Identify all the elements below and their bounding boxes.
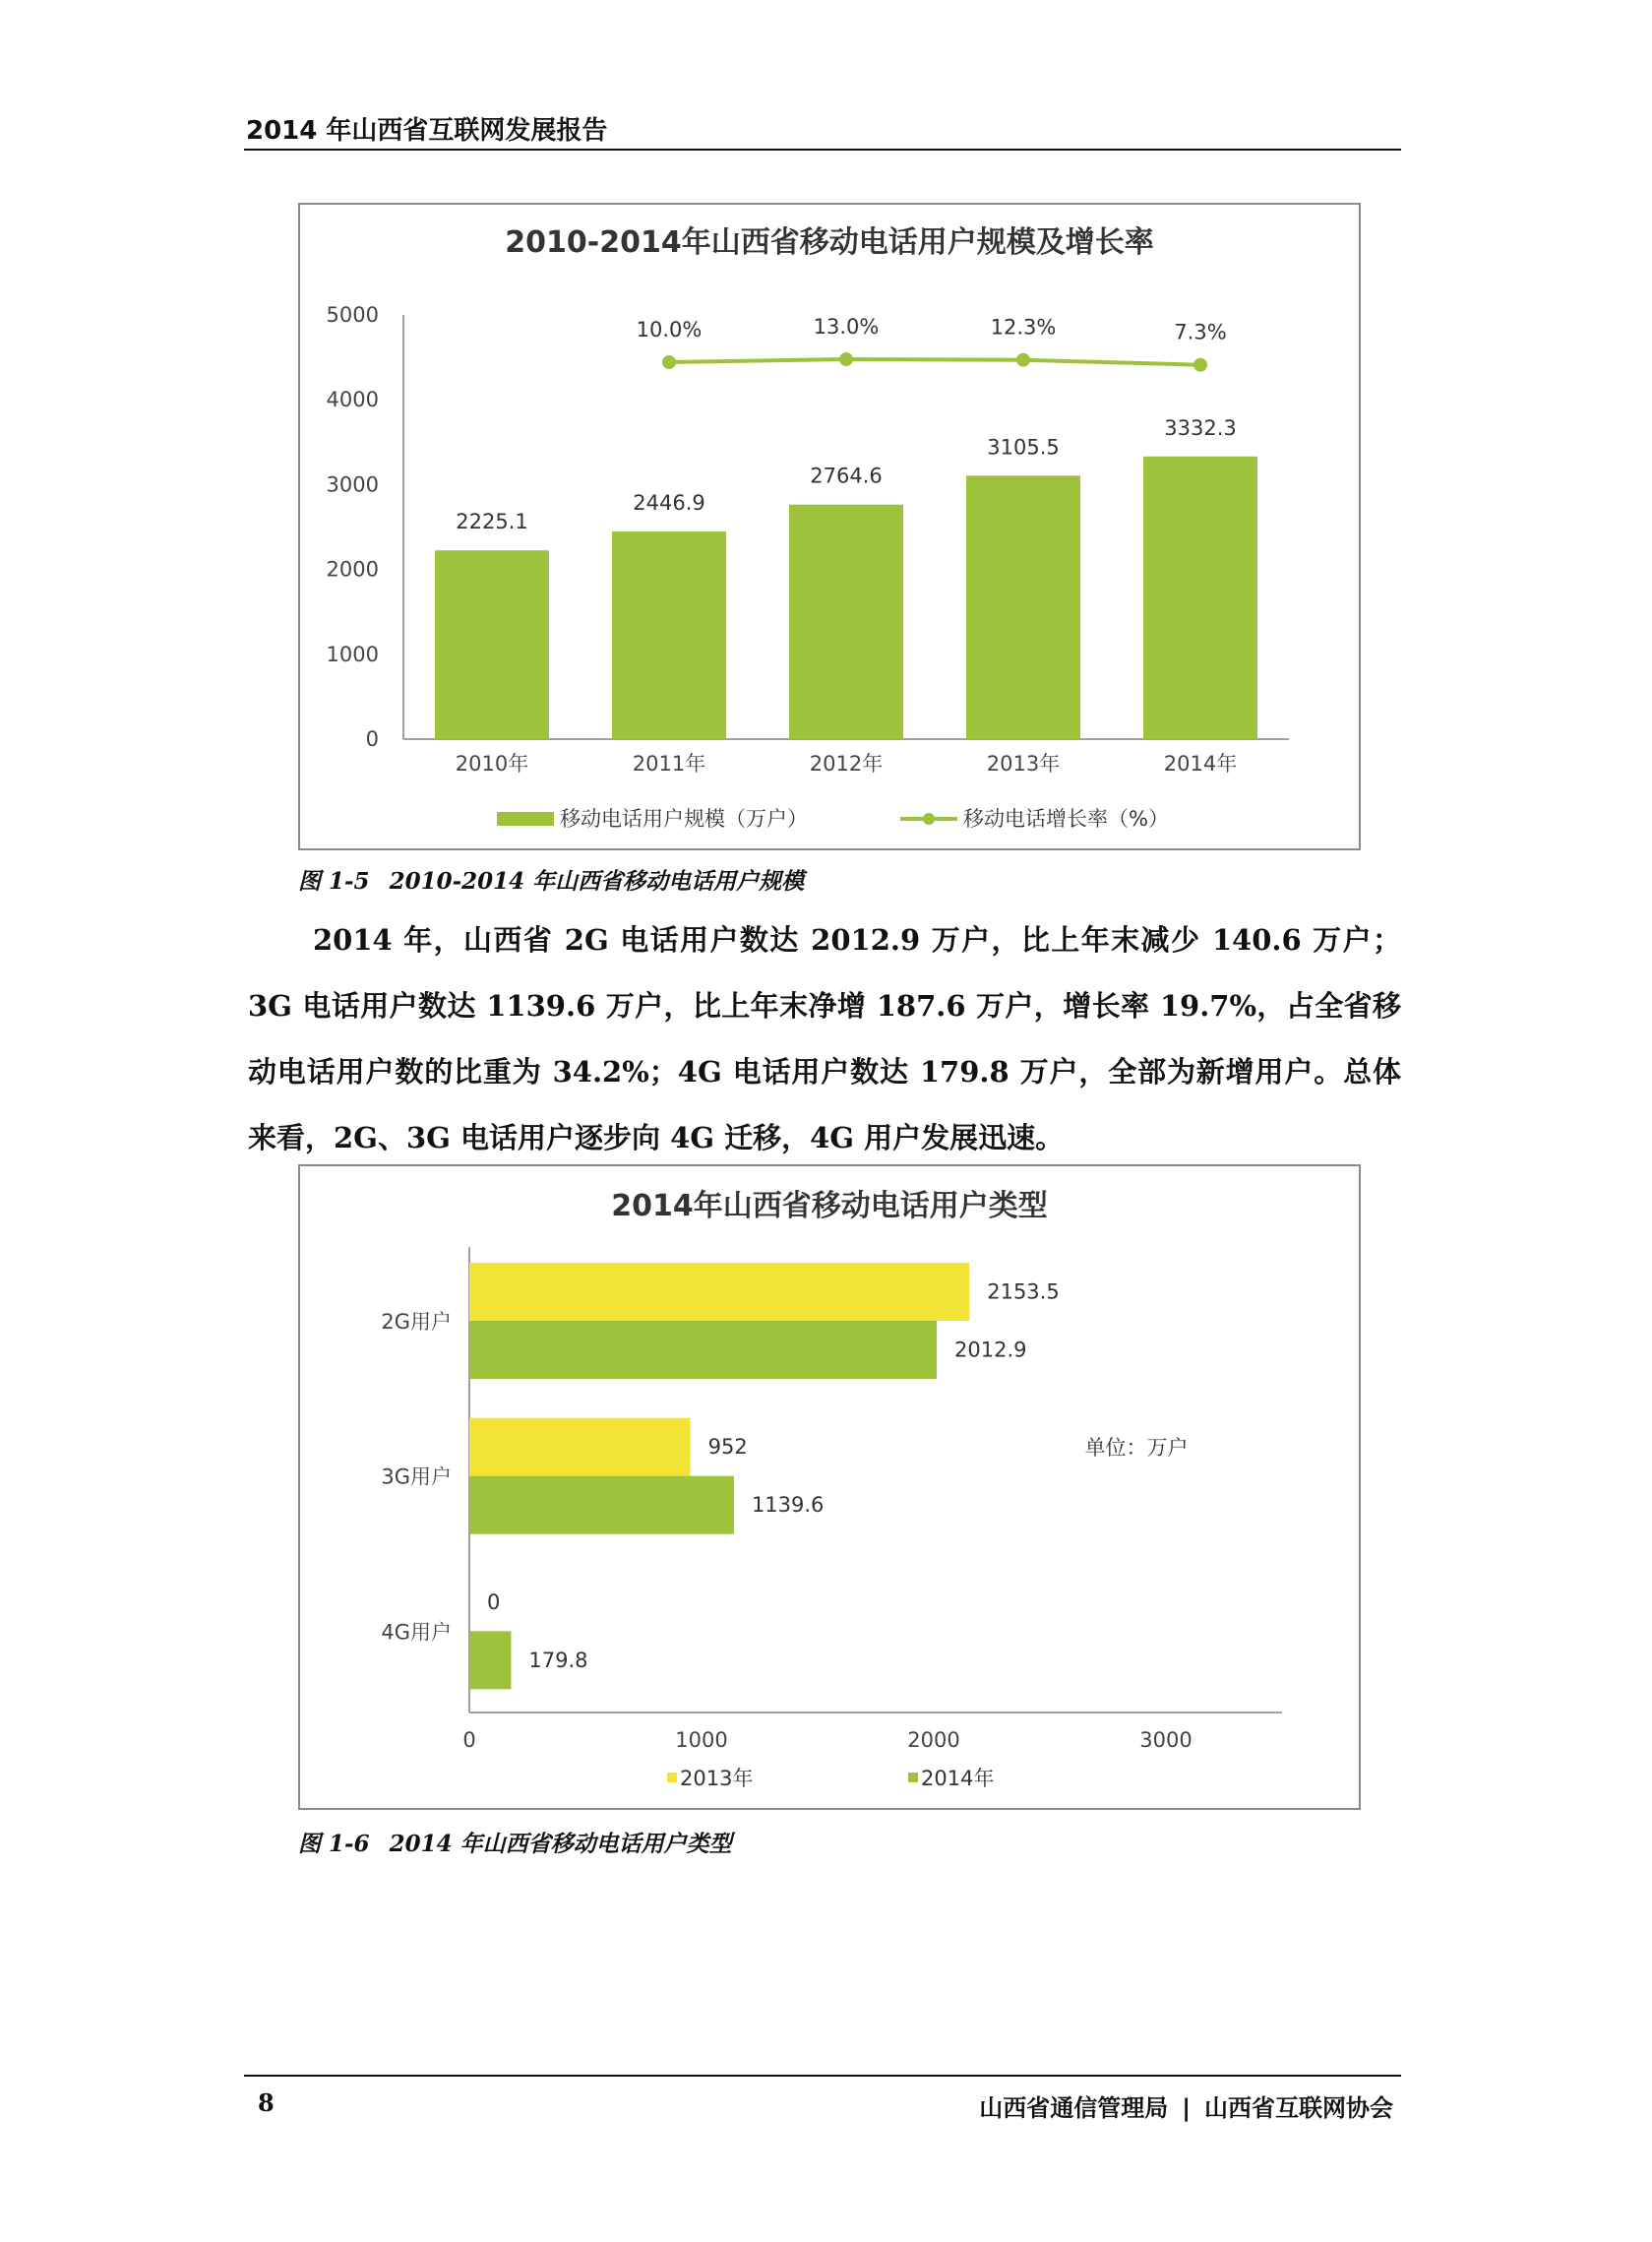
chart-2-bar-label: 952 [707, 1435, 748, 1460]
chart-2-x-tick-label: 1000 [675, 1728, 728, 1752]
body-paragraph: 2014 年，山西省 2G 电话用户数达 2012.9 万户，比上年末减少 140.6 万户；3G 电话用户数达 1139.6 万户，比上年末净增 187.6 万户，增长率 19.7%，占全省移动电话用户数的比重为 34.2%；4G 电话用户数达 179.8 万户，全部为新增用户。总体来看，2G、3G 电话用户逐步向 4G 迁移，4G 用户发展迅速。 [248, 923, 1401, 1154]
chart-1-growth-label: 10.0% [636, 318, 703, 342]
chart-1-y-tick-label: 5000 [326, 303, 379, 327]
chart-1-bar [435, 550, 549, 739]
header-rule [244, 149, 1401, 151]
chart-1-y-tick-label: 4000 [326, 388, 379, 412]
chart-2-bar-label: 2153.5 [987, 1279, 1060, 1304]
page-header-title: 2014 年山西省互联网发展报告 [246, 116, 608, 146]
chart-2-legend-label: 2013年 [680, 1767, 754, 1790]
page-number: 8 [258, 2088, 275, 2117]
figure-1-caption-text: 2010-2014 年山西省移动电话用户规模 [389, 868, 805, 895]
chart-1-growth-label: 7.3% [1174, 320, 1227, 344]
figure-2-caption-number: 图 1-6 [298, 1831, 370, 1857]
chart-1-growth-point [662, 355, 676, 369]
chart-2-svg [300, 1166, 1359, 1808]
footer-organizations [979, 2088, 1393, 2123]
chart-2-bar [469, 1418, 691, 1476]
chart-1-growth-label: 12.3% [990, 315, 1057, 340]
chart-2-category-label: 3G用户 [381, 1464, 452, 1489]
figure-2-caption-text: 2014 年山西省移动电话用户类型 [389, 1831, 732, 1857]
chart-1-x-tick-label: 2011年 [632, 752, 706, 776]
chart-2-bar-label: 2012.9 [954, 1338, 1027, 1362]
chart-2-bar-label: 179.8 [528, 1648, 588, 1672]
chart-1-bar [1143, 457, 1257, 739]
chart-2-x-tick-label: 3000 [1139, 1728, 1193, 1752]
chart-1-growth-point [1193, 358, 1207, 372]
chart-1-x-tick-label: 2010年 [455, 752, 529, 776]
footer-rule [244, 2075, 1401, 2077]
chart-1-x-tick-label: 2014年 [1163, 752, 1238, 776]
footer-org-left: 山西省通信管理局 [979, 2094, 1169, 2122]
chart-2-unit-note: 单位：万户 [1084, 1436, 1189, 1460]
chart-2-legend-label: 2014年 [921, 1767, 995, 1790]
chart-2-bar [469, 1476, 734, 1534]
chart-1-bar-label: 2446.9 [633, 491, 705, 516]
chart-2-title: 2014年山西省移动电话用户类型 [611, 1189, 1048, 1223]
chart-1-legend-bar-swatch [497, 812, 554, 826]
chart-2-x-tick-label: 2000 [907, 1728, 960, 1752]
chart-1-bar [966, 475, 1080, 739]
chart-1-frame [298, 203, 1361, 850]
chart-2-bar-label: 1139.6 [751, 1493, 825, 1518]
chart-2-bar-label: 0 [487, 1589, 501, 1614]
chart-1-bar-label: 3105.5 [987, 435, 1060, 460]
chart-1-legend-bar-label: 移动电话用户规模（万户） [560, 807, 808, 831]
chart-2-legend-swatch [908, 1773, 918, 1782]
chart-1-x-tick-label: 2012年 [809, 752, 884, 776]
chart-1-y-tick-label: 0 [365, 727, 379, 751]
chart-1-bar-label: 2764.6 [810, 464, 883, 488]
chart-1-y-tick-label: 1000 [326, 642, 379, 666]
chart-2-x-tick-label: 0 [462, 1728, 476, 1752]
chart-1-growth-point [1016, 353, 1030, 367]
chart-1-legend-line-label: 移动电话增长率（%） [963, 807, 1169, 831]
chart-1-growth-line [669, 359, 1200, 365]
footer-separator: | [1182, 2094, 1191, 2122]
chart-1-bar-label: 3332.3 [1164, 415, 1237, 440]
chart-1-svg [300, 205, 1359, 848]
chart-1-growth-point [839, 352, 853, 366]
figure-2-caption [298, 1826, 732, 1858]
chart-2-bar [469, 1321, 937, 1379]
chart-1-y-tick-label: 3000 [326, 472, 379, 497]
chart-2-frame [298, 1164, 1361, 1810]
figure-1-caption [298, 863, 804, 896]
chart-1-bar [612, 531, 726, 739]
chart-1-title: 2010-2014年山西省移动电话用户规模及增长率 [505, 225, 1154, 260]
chart-1-y-tick-label: 2000 [326, 557, 379, 582]
chart-1-x-tick-label: 2013年 [986, 752, 1061, 776]
chart-2-bar [469, 1263, 969, 1321]
chart-2-legend-swatch [667, 1773, 677, 1782]
chart-1-bar [789, 505, 903, 739]
chart-1-legend-line-marker [923, 813, 935, 825]
chart-2-category-label: 2G用户 [381, 1310, 452, 1334]
chart-2-category-label: 4G用户 [381, 1620, 452, 1645]
chart-2-bar [469, 1631, 511, 1689]
figure-1-caption-number: 图 1-5 [298, 868, 370, 895]
chart-1-bar-label: 2225.1 [456, 510, 528, 534]
footer-org-right: 山西省互联网协会 [1204, 2094, 1393, 2122]
chart-1-growth-label: 13.0% [813, 315, 880, 339]
